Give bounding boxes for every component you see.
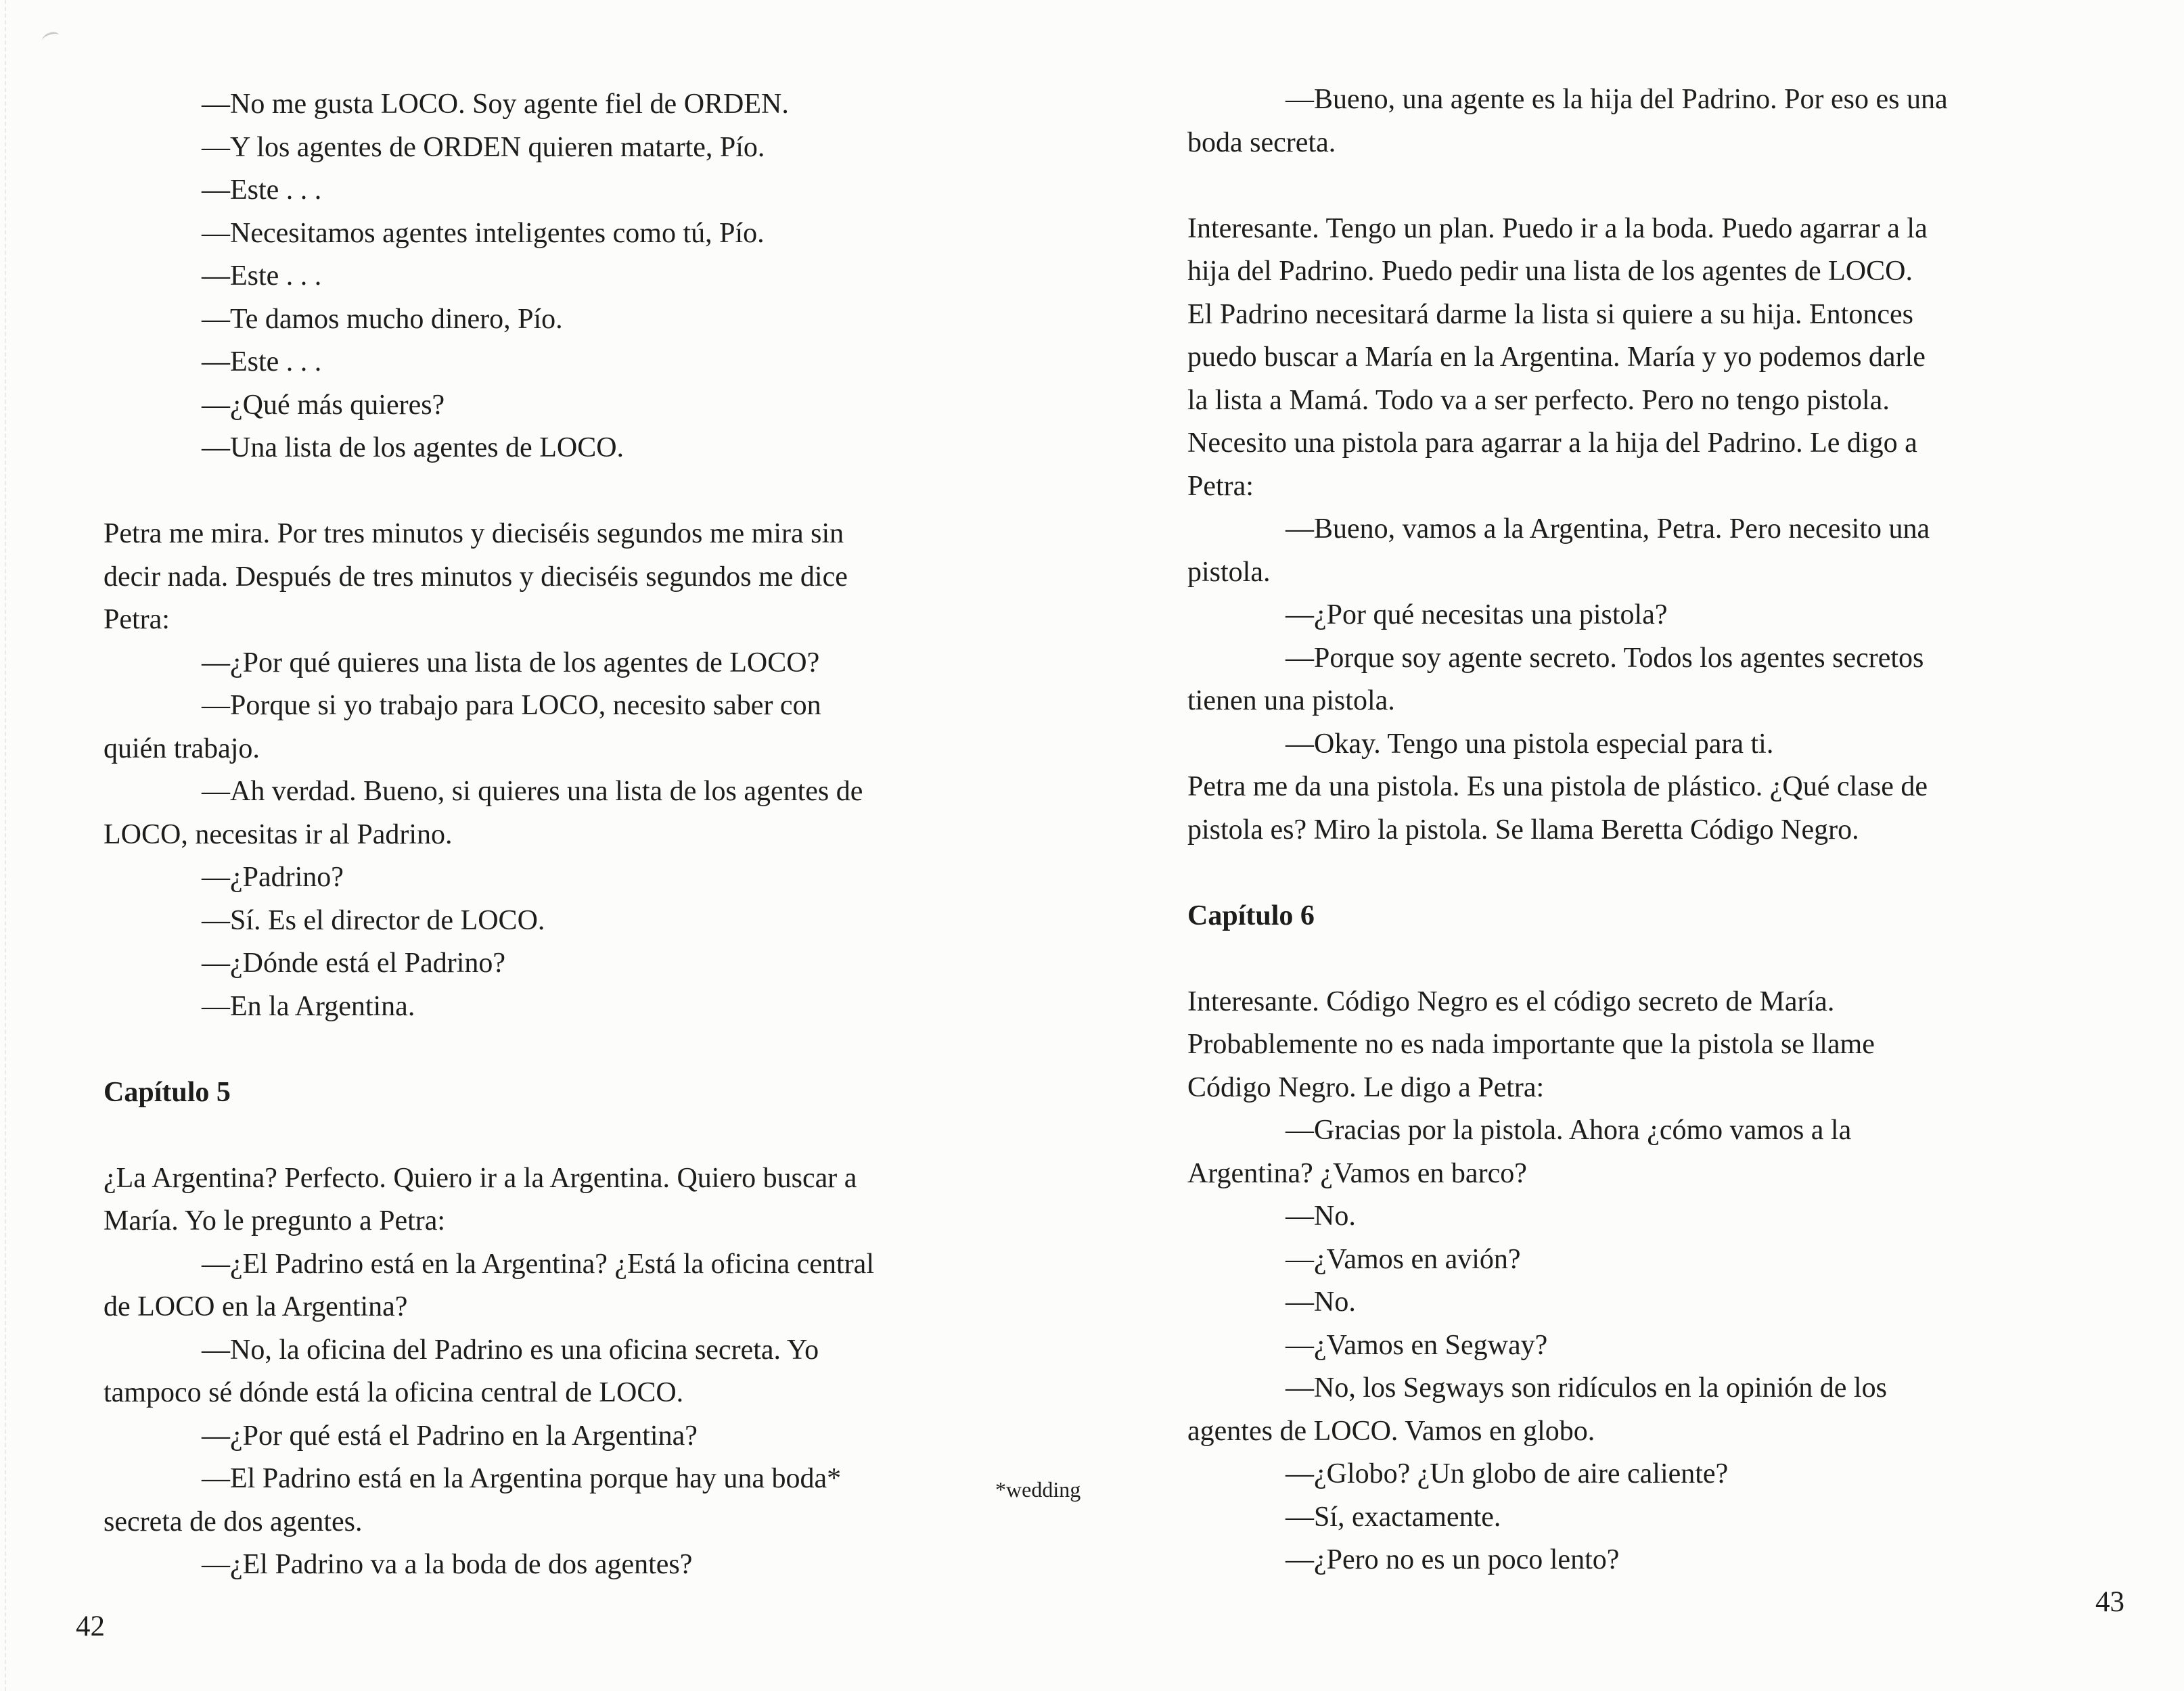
- text-line: —Necesitamos agentes inteligentes como tú, Pío.: [202, 217, 765, 249]
- text-line: —Te damos mucho dinero, Pío.: [202, 303, 563, 335]
- text-line: —¿Por qué está el Padrino en la Argentina?: [202, 1420, 698, 1452]
- text-line: —Gracias por la pistola. Ahora ¿cómo vamos a la: [1286, 1115, 1852, 1146]
- text-line: Interesante. Código Negro es el código secreto de María.: [1187, 986, 1835, 1017]
- text-line: —Bueno, vamos a la Argentina, Petra. Pero necesito una: [1286, 513, 1930, 545]
- text-line: pistola es? Miro la pistola. Se llama Beretta Código Negro.: [1187, 814, 1859, 846]
- blank-line: [1187, 852, 2108, 895]
- text-line: —Okay. Tengo una pistola especial para ti.: [1286, 728, 1774, 760]
- blank-line: [1187, 164, 2108, 208]
- text-line: puedo buscar a María en la Argentina. María y yo podemos darle: [1187, 342, 1926, 373]
- text-line: pistola.: [1187, 556, 1271, 588]
- text-line: —Este . . .: [202, 260, 322, 292]
- book-page-left: [104, 83, 1030, 1587]
- text-line: Petra me mira. Por tres minutos y dieciséis segundos me mira sin: [104, 518, 844, 549]
- text-line: —En la Argentina.: [202, 990, 415, 1022]
- text-line: —¿El Padrino está en la Argentina? ¿Está la oficina central: [202, 1248, 874, 1280]
- text-line: —No.: [1286, 1201, 1356, 1232]
- chapter-heading: Capítulo 5: [104, 1076, 231, 1108]
- text-line: —¿Padrino?: [202, 862, 344, 893]
- text-line: —¿Dónde está el Padrino?: [202, 948, 506, 979]
- text-line: Petra:: [104, 604, 170, 635]
- scan-edge-artifact: [5, 0, 6, 1691]
- text-line: —¿Qué más quieres?: [202, 389, 445, 421]
- text-line: —Bueno, una agente es la hija del Padrino. Por eso es una: [1286, 84, 1948, 115]
- blank-line: [104, 1028, 1030, 1071]
- right-page-text: [1187, 78, 2108, 1582]
- text-line: —¿Globo? ¿Un globo de aire caliente?: [1286, 1458, 1729, 1489]
- text-line: —Este . . .: [202, 175, 322, 206]
- text-line: ¿La Argentina? Perfecto. Quiero ir a la Argentina. Quiero buscar a: [104, 1162, 857, 1194]
- text-line: —¿Vamos en avión?: [1286, 1243, 1521, 1275]
- text-line: —No.: [1286, 1287, 1356, 1318]
- text-line: Necesito una pistola para agarrar a la hija del Padrino. Le digo a: [1187, 427, 1917, 459]
- text-line: la lista a Mamá. Todo va a ser perfecto. Pero no tengo pistola.: [1187, 384, 1890, 416]
- text-line: secreta de dos agentes.: [104, 1506, 363, 1537]
- text-line: —Porque soy agente secreto. Todos los agentes secretos: [1286, 642, 1924, 674]
- scan-smudge-mark: [41, 30, 61, 45]
- text-line: —¿Por qué necesitas una pistola?: [1286, 599, 1668, 630]
- text-line: —Ah verdad. Bueno, si quieres una lista de los agentes de: [202, 776, 863, 807]
- text-line: María. Yo le pregunto a Petra:: [104, 1205, 446, 1236]
- text-line: —Sí. Es el director de LOCO.: [202, 904, 545, 936]
- text-line: Interesante. Tengo un plan. Puedo ir a la boda. Puedo agarrar a la: [1187, 212, 1928, 244]
- text-line: Argentina? ¿Vamos en barco?: [1187, 1157, 1527, 1189]
- page-number-right: 43: [2095, 1586, 2124, 1618]
- text-line: hija del Padrino. Puedo pedir una lista de los agentes de LOCO.: [1187, 256, 1913, 287]
- text-line: El Padrino necesitará darme la lista si quiere a su hija. Entonces: [1187, 298, 1913, 330]
- text-line: boda secreta.: [1187, 126, 1336, 158]
- chapter-heading: Capítulo 6: [1187, 900, 1315, 931]
- text-line: —Este . . .: [202, 346, 322, 377]
- text-line: —No, la oficina del Padrino es una oficina secreta. Yo: [202, 1334, 819, 1366]
- text-line: —El Padrino está en la Argentina porque hay una boda*: [202, 1463, 842, 1494]
- text-line: —Una lista de los agentes de LOCO.: [202, 432, 624, 463]
- blank-line: [104, 470, 1030, 513]
- text-line: —Y los agentes de ORDEN quieren matarte, Pío.: [202, 131, 765, 163]
- page-number-left: 42: [76, 1611, 105, 1642]
- text-line: —Porque si yo trabajo para LOCO, necesito saber con: [202, 690, 821, 721]
- text-line: —¿Pero no es un poco lento?: [1286, 1544, 1620, 1575]
- footnote-gloss-wedding: *wedding: [995, 1477, 1081, 1502]
- text-line: agentes de LOCO. Vamos en globo.: [1187, 1415, 1595, 1447]
- text-line: quién trabajo.: [104, 733, 260, 764]
- text-line: decir nada. Después de tres minutos y dieciséis segundos me dice: [104, 561, 848, 593]
- left-page-text: [104, 83, 1030, 1587]
- blank-line: [1187, 937, 2108, 981]
- text-line: Código Negro. Le digo a Petra:: [1187, 1071, 1545, 1103]
- text-line: tienen una pistola.: [1187, 685, 1395, 716]
- text-line: Petra:: [1187, 470, 1254, 502]
- text-line: LOCO, necesitas ir al Padrino.: [104, 818, 453, 850]
- book-page-right: [1187, 78, 2108, 1582]
- text-line: —¿Por qué quieres una lista de los agentes de LOCO?: [202, 647, 820, 678]
- text-line: de LOCO en la Argentina?: [104, 1291, 408, 1322]
- text-line: —No me gusta LOCO. Soy agente fiel de ORDEN.: [202, 89, 789, 120]
- text-line: tampoco sé dónde está la oficina central de LOCO.: [104, 1377, 684, 1408]
- text-line: Probablemente no es nada importante que la pistola se llame: [1187, 1029, 1875, 1060]
- text-line: —Sí, exactamente.: [1286, 1501, 1501, 1533]
- text-line: —¿Vamos en Segway?: [1286, 1329, 1548, 1361]
- blank-line: [104, 1114, 1030, 1157]
- text-line: —No, los Segways son ridículos en la opinión de los: [1286, 1372, 1887, 1404]
- text-line: Petra me da una pistola. Es una pistola de plástico. ¿Qué clase de: [1187, 771, 1928, 802]
- text-line: —¿El Padrino va a la boda de dos agentes?: [202, 1549, 693, 1580]
